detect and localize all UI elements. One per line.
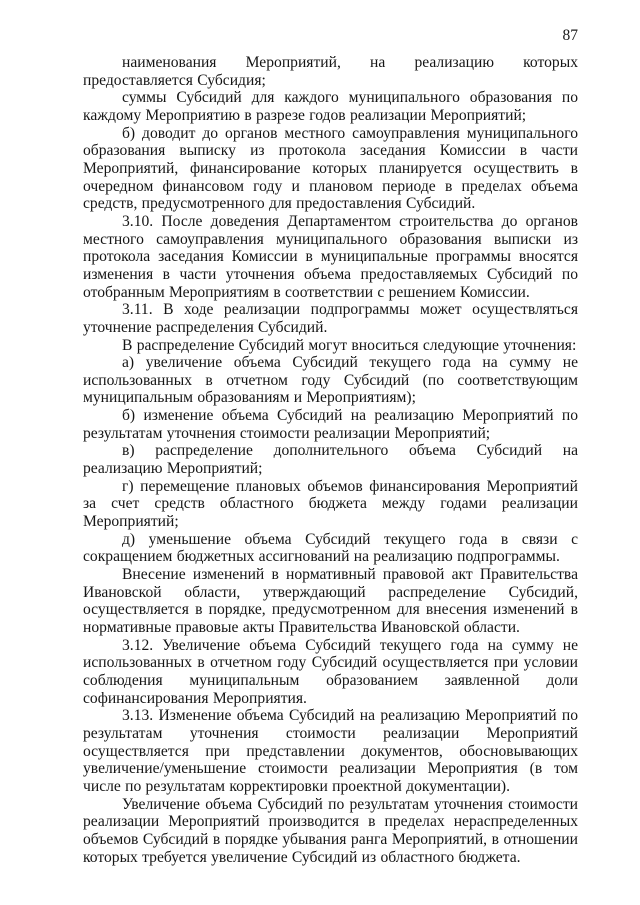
paragraph: г) перемещение плановых объемов финансирования Мероприятий за счет средств областного бюджета между годами реализации Мероприятий; — [83, 477, 578, 531]
page-number: 87 — [562, 27, 578, 44]
paragraph: В распределение Субсидий могут вноситься следующие уточнения: — [122, 336, 577, 354]
paragraph: 3.10. После доведения Департаментом строительства до органов местного самоуправления муниципального образования выписки из протокола заседания Комиссии в муниципальные программы вносятся изменения в части уточнения объема предоставляемых Субсидий по отобранным Мероприятиям в соответствии с решением Комиссии. — [83, 212, 578, 301]
paragraph: б) изменение объема Субсидий на реализацию Мероприятий по результатам уточнения стоимости реализации Мероприятий; — [83, 407, 578, 442]
paragraph: д) уменьшение объема Субсидий текущего года в связи с сокращением бюджетных ассигнований на реализацию подпрограммы. — [83, 530, 578, 566]
paragraph: в) распределение дополнительного объема Субсидий на реализацию Мероприятий; — [83, 442, 578, 478]
paragraph: суммы Субсидий для каждого муниципального образования по каждому Мероприятию в разрезе годов реализации Мероприятий; — [83, 89, 578, 124]
paragraph: Внесение изменений в нормативный правовой акт Правительства Ивановской области, утверждающий распределение Субсидий, осуществляется в порядке, предусмотренном для внесения изменений в нормативные правовые акты Правительства Ивановской области. — [83, 566, 578, 636]
paragraph: 3.11. В ходе реализации подпрограммы может осуществляться уточнение распределения Субсидий. — [83, 301, 578, 336]
paragraph: а) увеличение объема Субсидий текущего года на сумму не использованных в отчетном году Субсидий (по соответствующим муниципальным образованиям и Мероприятиям); — [83, 354, 578, 407]
paragraph: 3.12. Увеличение объема Субсидий текущего года на сумму не использованных в отчетном году Субсидий осуществляется при условии соблюдения муниципальным образованием заявленной доли софинансирования Мероприятия. — [83, 636, 578, 707]
document-body — [83, 54, 578, 866]
paragraph: Увеличение объема Субсидий по результатам уточнения стоимости реализации Мероприятий производится в пределах нераспределенных объемов Субсидий в порядке убывания ранга Мероприятий, в отношении которых требуется увеличение Субсидий из областного бюджета. — [83, 795, 578, 866]
paragraph: б) доводит до органов местного самоуправления муниципального образования выписку из протокола заседания Комиссии в части Мероприятий, финансирование которых планируется осуществить в очередном финансовом году и плановом периоде в пределах объема средств, предусмотренного для предоставления Субсидий. — [83, 124, 578, 213]
paragraph: 3.13. Изменение объема Субсидий на реализацию Мероприятий по результатам уточнения стоимости реализации Мероприятий осуществляется при представлении документов, обосновывающих увеличение/уменьшение стоимости реализации Мероприятия (в том числе по результатам корректировки проектной документации). — [83, 707, 578, 795]
paragraph: наименования Мероприятий, на реализацию которых предоставляется Субсидия; — [83, 54, 578, 89]
